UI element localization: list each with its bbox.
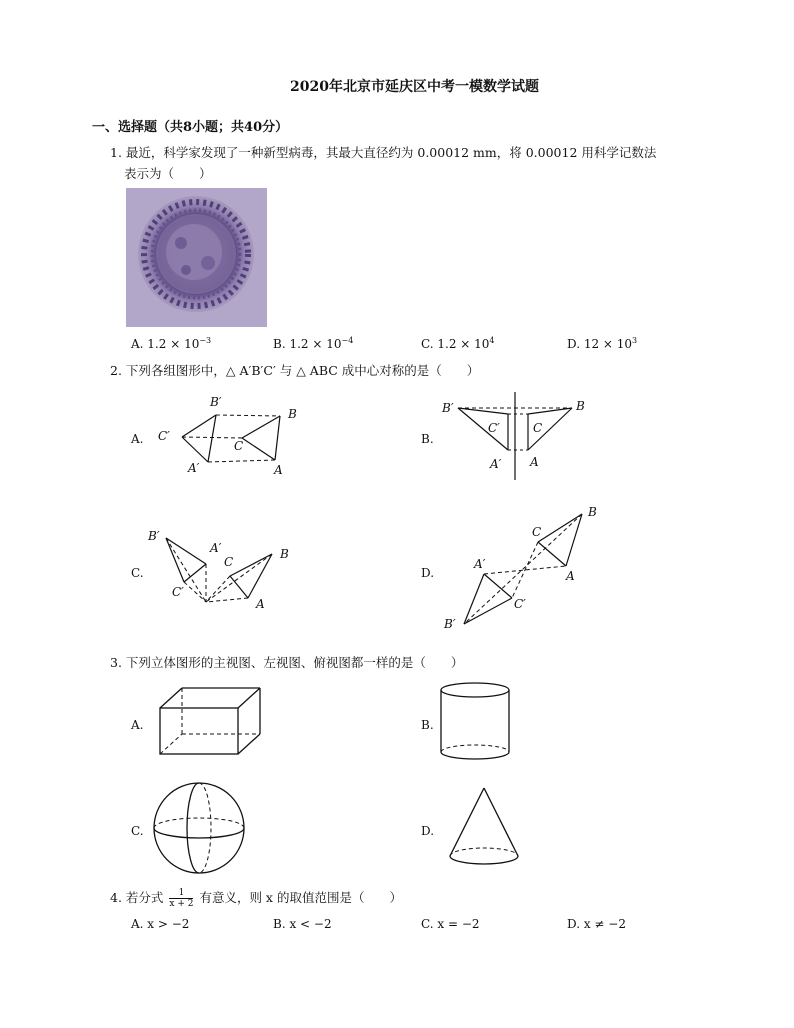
q4-suffix: 有意义，则 x 的取值范围是（ ） xyxy=(199,890,402,905)
fig-c-label-aprime: A′ xyxy=(210,541,222,555)
q2-figure-a xyxy=(150,392,310,480)
q2-option-c-label[interactable]: C. xyxy=(131,566,144,580)
fig-c-label-b: B xyxy=(280,547,289,561)
q3-cone xyxy=(444,784,524,874)
fig-b-label-b: B xyxy=(576,399,585,413)
q3-cylinder xyxy=(438,680,518,764)
q3-option-c-label[interactable]: C. xyxy=(131,824,144,838)
fig-c-label-a: A xyxy=(256,597,265,611)
fig-c-label-bprime: B′ xyxy=(148,529,160,543)
q3-option-b-label[interactable]: B. xyxy=(421,718,434,732)
q1-option-b[interactable]: B. $1.2 \times 10^{-4}$ xyxy=(273,336,354,351)
q2-figure-d xyxy=(440,502,610,630)
fig-a-label-a: A xyxy=(274,463,283,477)
fig-a-label-cprime: C′ xyxy=(158,429,170,443)
q3-sphere xyxy=(150,780,250,876)
fig-c-label-cprime: C′ xyxy=(172,585,184,599)
q2-option-d-label[interactable]: D. xyxy=(421,566,435,580)
q1-text-cont: 表示为（ ） xyxy=(124,166,212,181)
q4-fraction xyxy=(169,888,193,909)
q3-text: 3. 下列立体图形的主视图、左视图、俯视图都一样的是（ ） xyxy=(110,655,464,670)
virus-image xyxy=(126,188,267,327)
fig-d-label-bprime: B′ xyxy=(444,617,456,630)
q4-text xyxy=(110,888,402,909)
fig-d-label-cprime: C′ xyxy=(514,597,526,611)
q2-figure-c xyxy=(144,524,304,616)
q3-option-d-label[interactable]: D. xyxy=(421,824,435,838)
fig-b-label-c: C xyxy=(533,421,543,435)
section-heading: 一、选择题（共8小题；共40分） xyxy=(92,120,289,135)
fig-b-label-bprime: B′ xyxy=(442,401,454,415)
virus-photo xyxy=(126,188,267,327)
q4-frac-den: x + 2 xyxy=(169,899,194,909)
q2-option-b-label[interactable]: B. xyxy=(421,432,434,446)
fig-a-label-bprime: B′ xyxy=(210,395,222,409)
page-title: 2020年北京市延庆区中考一模数学试题 xyxy=(290,79,539,95)
q1-option-d[interactable]: D. $12 \times 10^3$ xyxy=(567,336,638,351)
q3-cuboid xyxy=(150,682,270,762)
fig-d-label-b: B xyxy=(588,505,597,519)
fig-b-label-cprime: C′ xyxy=(488,421,500,435)
fig-b-label-a: A xyxy=(530,455,539,469)
q4-option-c[interactable]: C. x = −2 xyxy=(421,917,480,931)
fig-d-label-aprime: A′ xyxy=(474,557,486,571)
fig-a-label-b: B xyxy=(288,407,297,421)
q4-option-a[interactable]: A. x > −2 xyxy=(131,917,190,931)
q1-option-a[interactable]: A. $1.2 \times 10^{-3}$ xyxy=(131,336,212,351)
q4-option-b[interactable]: B. x < −2 xyxy=(273,917,332,931)
fig-d-label-c: C xyxy=(532,525,542,539)
q2-option-a-label[interactable]: A. xyxy=(131,432,144,446)
q4-frac-num: 1 xyxy=(169,888,193,899)
fig-c-label-c: C xyxy=(224,555,234,569)
fig-d-label-a: A xyxy=(566,569,575,583)
q1-option-c[interactable]: C. $1.2 \times 10^4$ xyxy=(421,336,495,351)
fig-a-label-aprime: A′ xyxy=(188,461,200,475)
q4-prefix: 4. 若分式 xyxy=(110,890,164,905)
q2-figure-b xyxy=(440,388,600,484)
q1-text: 1. 最近，科学家发现了一种新型病毒，其最大直径约为 0.00012 mm，将 0.00012 用科学记数法 xyxy=(110,145,657,160)
fig-a-label-c: C xyxy=(234,439,244,453)
q3-option-a-label[interactable]: A. xyxy=(131,718,144,732)
q2-text: 2. 下列各组图形中，△ A′B′C′ 与 △ ABC 成中心对称的是（ ） xyxy=(110,363,480,378)
fig-b-label-aprime: A′ xyxy=(490,457,502,471)
q4-option-d[interactable]: D. x ≠ −2 xyxy=(567,917,626,931)
